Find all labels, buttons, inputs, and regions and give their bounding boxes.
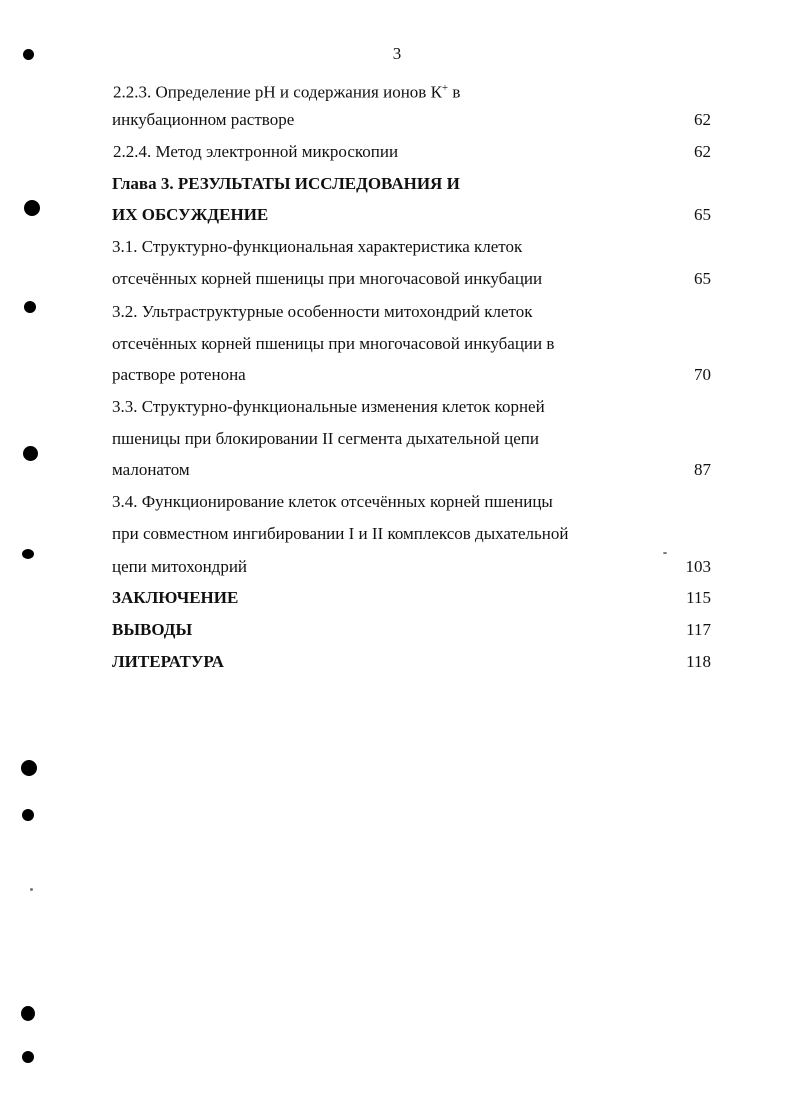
toc-entry-3-1: 3.1. Структурно-функциональная характеристика клеток <box>112 237 523 256</box>
toc-page-number: 115 <box>686 588 711 607</box>
toc-page-number: 70 <box>694 365 711 384</box>
toc-entry-3-4: 3.4. Функционирование клеток отсечённых корней пшеницы <box>112 492 553 511</box>
toc-entry-text: растворе ротенона <box>112 365 246 384</box>
toc-literature: ЛИТЕРАТУРА <box>112 652 224 671</box>
toc-page-number: 65 <box>694 205 711 224</box>
punch-hole-mark <box>22 809 34 821</box>
toc-entry-text: инкубационном растворе <box>112 110 295 129</box>
punch-hole-mark <box>23 49 34 60</box>
toc-chapter-3-heading-cont: ИХ ОБСУЖДЕНИЕ <box>112 205 269 224</box>
punch-hole-mark <box>23 446 38 461</box>
toc-chapter-3-heading: Глава 3. РЕЗУЛЬТАТЫ ИССЛЕДОВАНИЯ И <box>112 174 460 193</box>
punch-hole-mark <box>22 549 34 559</box>
toc-entry-text: пшеницы при блокировании II сегмента дыхательной цепи <box>112 429 540 448</box>
toc-entry-3-3: 3.3. Структурно-функциональные изменения клеток корней <box>112 397 545 416</box>
toc-page-number: 62 <box>694 142 711 161</box>
scan-speck <box>663 552 667 554</box>
toc-entry-text: отсечённых корней пшеницы при многочасовой инкубации в <box>112 334 555 353</box>
superscript: + <box>441 82 449 94</box>
toc-page-number: 117 <box>686 620 711 639</box>
toc-page-number: 62 <box>694 110 711 129</box>
toc-page-number: 65 <box>694 269 711 288</box>
toc-findings: ВЫВОДЫ <box>112 620 193 639</box>
punch-hole-mark <box>22 1051 34 1063</box>
punch-hole-mark <box>24 301 36 313</box>
punch-hole-mark <box>21 1006 35 1021</box>
toc-conclusion: ЗАКЛЮЧЕНИЕ <box>112 588 239 607</box>
toc-entry-text-tail: в <box>448 82 461 102</box>
punch-hole-mark <box>21 760 37 776</box>
page-number: 3 <box>392 44 402 63</box>
toc-entry-2-2-3 <box>113 78 460 103</box>
punch-hole-mark <box>24 200 40 216</box>
toc-entry-text: малонатом <box>112 460 190 479</box>
toc-page-number: 103 <box>685 557 711 576</box>
toc-entry-2-2-4: 2.2.4. Метод электронной микроскопии <box>113 142 399 161</box>
toc-entry-text: при совместном ингибировании I и II комплексов дыхательной <box>112 524 569 543</box>
toc-page-number: 87 <box>694 460 711 479</box>
toc-entry-text: цепи митохондрий <box>112 557 248 576</box>
toc-entry-3-2: 3.2. Ультраструктурные особенности митохондрий клеток <box>112 302 533 321</box>
toc-entry-text: отсечённых корней пшеницы при многочасовой инкубации <box>112 269 543 288</box>
toc-page-number: 118 <box>686 652 711 671</box>
toc-entry-text: 2.2.3. Определение рН и содержания ионов К <box>113 82 442 102</box>
scan-speck <box>30 888 33 891</box>
